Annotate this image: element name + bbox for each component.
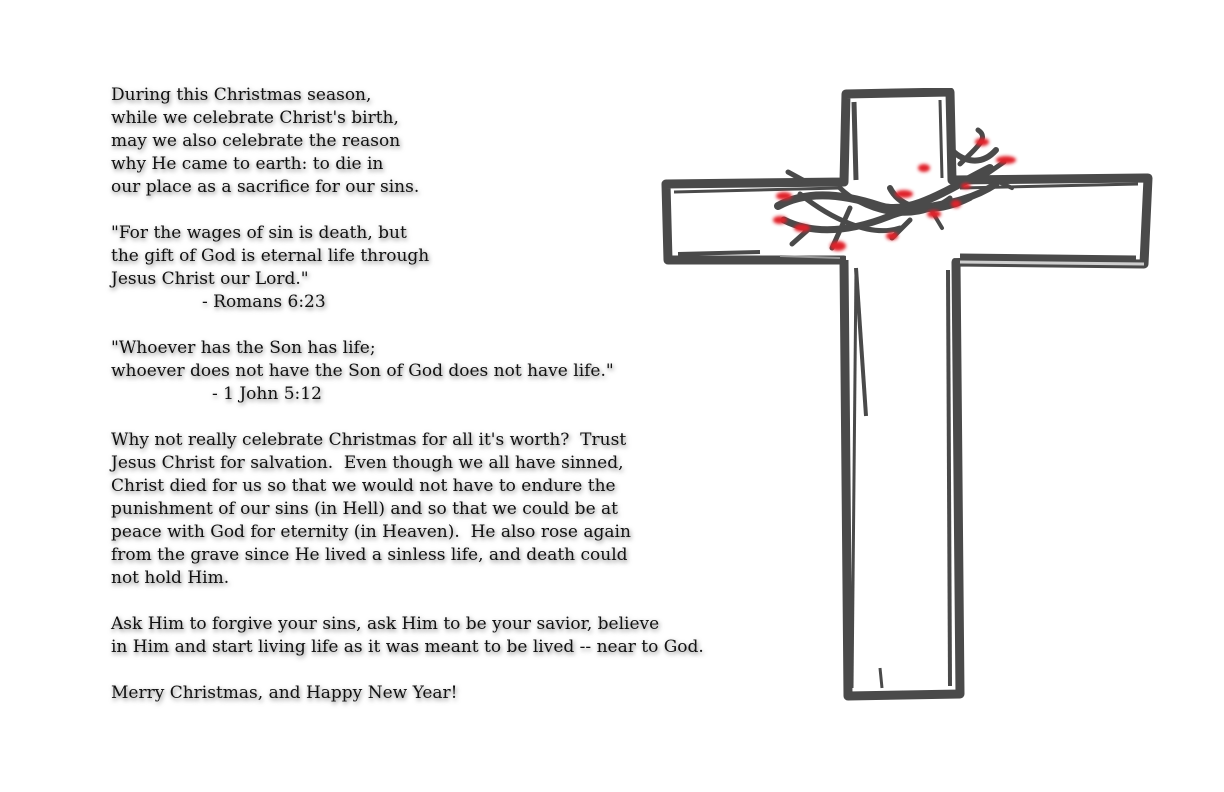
verse-line: whoever does not have the Son of God does not have life." [111,361,614,381]
cross-with-crown-of-thorns-icon [660,88,1155,703]
verse-citation: - Romans 6:23 [202,292,326,312]
john-verse [111,337,711,406]
text-line: punishment of our sins (in Hell) and so that we could be at [111,499,618,519]
closing-greeting: Merry Christmas, and Happy New Year! [111,683,458,703]
text-line: our place as a sacrifice for our sins. [111,177,420,197]
text-line: Christ died for us so that we would not have to endure the [111,476,616,496]
invitation-paragraph [111,613,711,659]
text-line: During this Christmas season, [111,85,372,105]
text-line: Why not really celebrate Christmas for all it's worth? Trust [111,430,627,450]
text-line: may we also celebrate the reason [111,131,401,151]
cross-body [666,92,1148,696]
verse-line: the gift of God is eternal life through [111,246,430,266]
text-line: Ask Him to forgive your sins, ask Him to be your savior, believe [111,614,660,634]
text-line: while we celebrate Christ's birth, [111,108,399,128]
intro-paragraph [111,84,711,199]
message-text [111,84,711,728]
greeting-paragraph [111,682,711,705]
text-line: why He came to earth: to die in [111,154,384,174]
verse-line: "Whoever has the Son has life; [111,338,376,358]
text-line: peace with God for eternity (in Heaven). He also rose again [111,522,631,542]
verse-citation: - 1 John 5:12 [212,384,322,404]
text-line: from the grave since He lived a sinless life, and death could [111,545,628,565]
salvation-paragraph [111,429,711,590]
text-line: Jesus Christ for salvation. Even though we all have sinned, [111,453,624,473]
romans-verse [111,222,711,314]
verse-line: "For the wages of sin is death, but [111,223,407,243]
text-line: in Him and start living life as it was meant to be lived -- near to God. [111,637,704,657]
verse-line: Jesus Christ our Lord." [111,269,309,289]
text-line: not hold Him. [111,568,230,588]
